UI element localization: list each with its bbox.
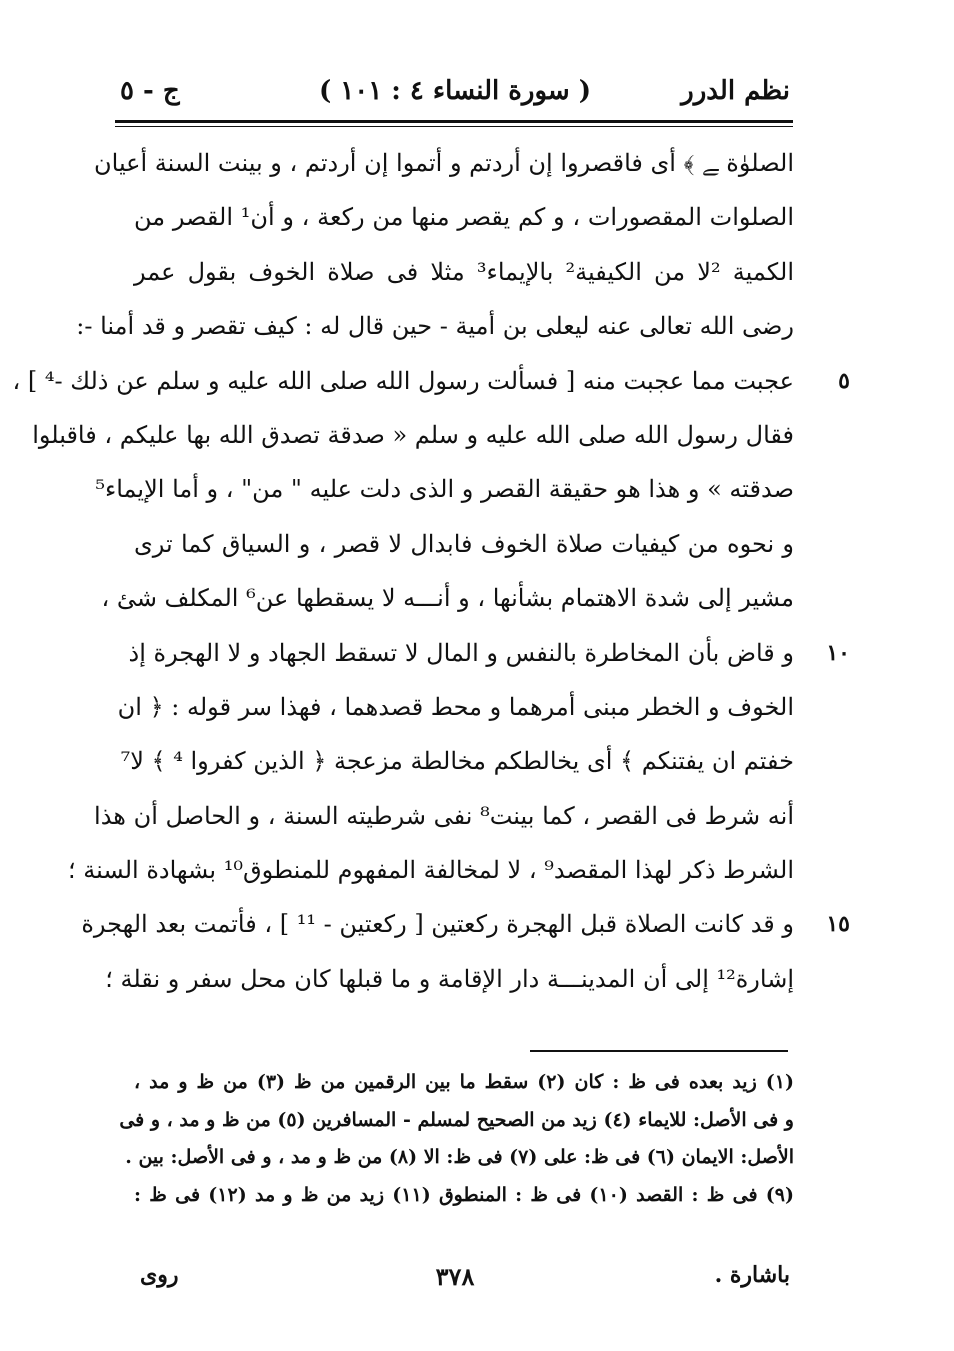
book-title: نظم الدرر	[681, 76, 790, 106]
text-line	[12, 354, 850, 408]
line-text: و قاض بأن المخاطرة بالنفس و المال لا تسقط الجهاد و لا الهجرة إذ	[128, 638, 794, 667]
line-text: و قد كانت الصلاة قبل الهجرة ركعتين [ ركعتين - ¹¹ ] ، فأتمت بعد الهجرة	[81, 910, 794, 939]
text-line	[117, 680, 794, 734]
line-text: الخوف و الخطر مبنى أمرهما و محط قصدهما ، فهذا سر قوله : ﴿ ان	[117, 692, 794, 721]
signature-mark: روى	[140, 1262, 179, 1288]
line-text: صدقته » و هذا هو حقيقة القصر و الذى دلت عليه " من" ، و أما الإيماء⁵	[95, 475, 794, 504]
text-line	[32, 408, 794, 462]
line-text: الصلوات المقصورات ، و كم يقصر منها من ركعة ، و أن¹ القصر من	[134, 203, 794, 232]
volume-label: ج - ٥	[120, 76, 180, 106]
text-line	[81, 897, 850, 951]
line-text: الصلوٰة ﮯ ﴾ أى فاقصروا إن أردتم و أتموا إن أردتم ، و بينت السنة أعيان	[94, 149, 794, 177]
line-text: رضى الله تعالى عنه ليعلى بن أمية - حين قال له : كيف تقصر و قد أمنا -:	[76, 312, 794, 341]
text-line	[134, 245, 794, 299]
line-text: و نحوه من كيفيات صلاة الخوف فابدال لا قصر ، و السياق كما ترى	[134, 529, 794, 558]
line-text: الكمية ²لا من الكيفية² بالإيماء³ مثلا فى صلاة الخوف بقول عمر	[134, 257, 794, 286]
text-line	[134, 517, 794, 571]
line-text: إشارة¹² إلى أن المدينـــة دار الإقامة و ما قبلها كان محل سفر و نقلة ؛	[105, 964, 794, 993]
line-text: مشير إلى شدة الاهتمام بشأنها ، و أنـــه لا يسقطها عن⁶ المكلف شئ ،	[101, 584, 794, 613]
footnote-line: و فى الأصل: للايماء (٤) زيد من الصحيح لمسلم - المسافرين (٥) من ظ و مد ، و فى	[119, 1108, 794, 1131]
line-text: أنه شرط فى القصر ، كما بينت⁸ نفى شرطيته السنة ، و الحاصل أن هذا	[94, 801, 794, 830]
header-rule-thin	[115, 126, 793, 127]
running-header	[120, 76, 790, 120]
footnote-line: (١) زيد بعده فى ظ : كان (٢) سقط ما بين الرقمين من ظ (٣) من ظ و مد ،	[134, 1071, 794, 1093]
page-footer	[120, 1262, 790, 1296]
main-text	[12, 136, 850, 1006]
text-line	[134, 190, 794, 244]
header-rule	[115, 120, 793, 123]
catchword: باشارة .	[714, 1262, 790, 1288]
line-text: خفتم ان يفتنكم ﴾ أى يخالطكم مخالطة مزعجة ﴿ الذين كفروا ⁴ ﴾ لا⁷	[120, 747, 794, 776]
line-text: الشرط ذكر لهذا المقصد⁹ ، لا لمخالفة المفهوم للمنطوق¹⁰ بشهادة السنة ؛	[67, 856, 794, 885]
line-text: عجبت مما عجبت منه [ فسألت رسول الله صلى الله عليه و سلم عن ذلك -⁴ ] ،	[12, 366, 794, 395]
text-line	[94, 136, 794, 190]
text-line	[76, 299, 794, 353]
line-text: فقال رسول الله صلى الله عليه و سلم « صدقة تصدق الله بها عليكم ، فاقبلوا	[32, 420, 794, 449]
text-line	[95, 462, 794, 516]
text-line	[105, 952, 794, 1006]
surah-reference: ( سورة النساء ٤ : ١٠١ )	[318, 76, 592, 106]
footnote-line: الأصل: الايمان (٦) فى ظ: على (٧) فى ظ: الا (٨) من ظ و مد ، و فى الأصل: بين .	[125, 1146, 794, 1168]
text-line	[128, 626, 850, 680]
line-number: ١٥	[826, 911, 850, 938]
line-number: ٥	[838, 367, 850, 394]
page-number: ٣٧٨	[435, 1262, 475, 1291]
line-number: ١٠	[826, 639, 850, 666]
text-line	[94, 789, 794, 843]
footnote-line: (٩) فى ظ : القصد (١٠) فى ظ : المنطوق (١١) زيد من ظ و مد (١٢) فى ظ :	[134, 1183, 794, 1206]
footnotes	[119, 1064, 794, 1214]
text-line	[120, 734, 794, 788]
footnote-separator	[530, 1050, 788, 1052]
text-line	[101, 571, 794, 625]
text-line	[67, 843, 794, 897]
